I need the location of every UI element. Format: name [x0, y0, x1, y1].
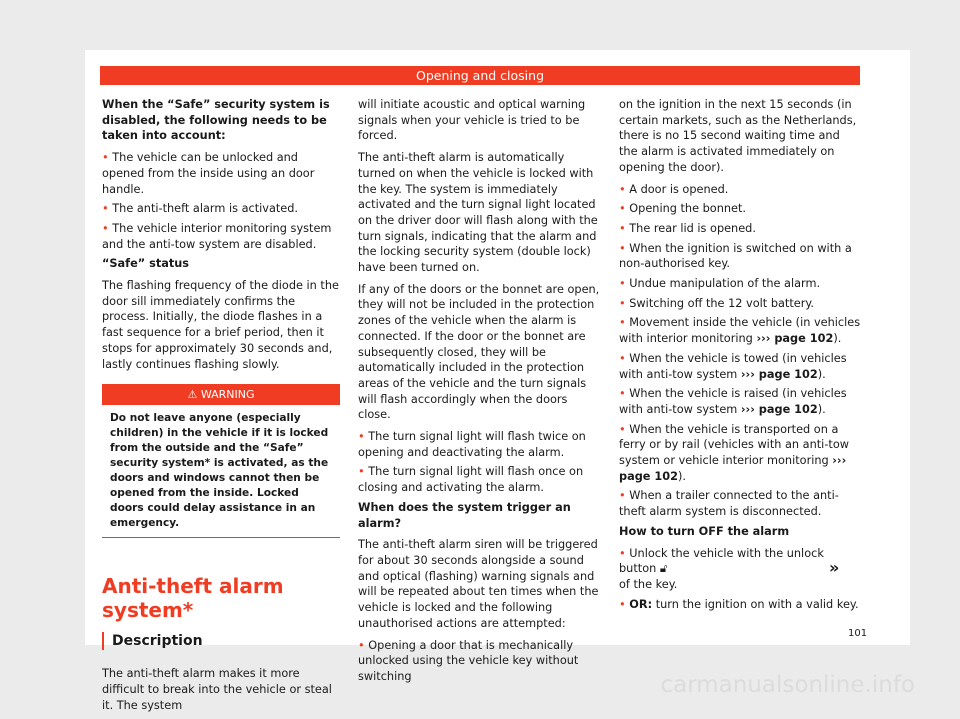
- page-reference-link[interactable]: ››› page 102: [619, 454, 847, 483]
- intro-heading: When the “Safe” security system is disabled, the following needs to be taken into account:: [102, 98, 330, 143]
- list-item: • Unlock the vehicle with the unlock button 🔓︎ of the key.: [619, 546, 824, 591]
- watermark: carmanualsonline.info: [660, 672, 915, 698]
- warning-box: [102, 384, 340, 538]
- bullet-icon: •: [619, 422, 630, 436]
- bullet-icon: •: [358, 638, 369, 652]
- paragraph: will initiate acoustic and optical warning signals when your vehicle is tried to be forced.: [358, 98, 586, 143]
- sub-title: Description: [102, 632, 340, 650]
- bullet-icon: •: [619, 546, 630, 560]
- list-item: • A door is opened.: [619, 182, 729, 196]
- page-number: 101: [848, 628, 868, 639]
- warning-text: Do not leave anyone (especially children) in the vehicle if it is locked from the outside and the “Safe” security system* is activated, as the doors and windows cannot then be opened from the inside. Locked doors could delay assistance in an emergency.: [110, 412, 329, 530]
- continue-mark: »: [829, 558, 840, 577]
- bullet-icon: •: [619, 221, 630, 235]
- section-title: Anti-theft alarm system*: [102, 574, 284, 623]
- bullet-icon: •: [358, 465, 369, 479]
- bullet-icon: •: [102, 221, 113, 235]
- paragraph: If any of the doors or the bonnet are open, they will not be included in the protection zones of the vehicle when the alarm is connected. If the door or the bonnet are subsequently closed, they will be automatically included in the protection areas of the vehicle and the turn signals will flash accordingly when the doors close.: [358, 282, 600, 422]
- warning-header: ⚠ WARNING: [102, 385, 340, 405]
- list-item: • When the vehicle is transported on a ferry or by rail (vehicles with an anti-tow system or vehicle interior monitoring ››› page 102).: [619, 422, 849, 483]
- bullet-icon: •: [102, 151, 113, 165]
- list-item: • Switching off the 12 volt battery.: [619, 296, 815, 310]
- warning-icon: ⚠: [187, 388, 201, 402]
- list-item: • Opening the bonnet.: [619, 202, 747, 216]
- list-item: • When the ignition is switched on with a non-authorised key.: [619, 241, 852, 271]
- column-2: [358, 97, 602, 689]
- bullet-icon: •: [619, 387, 630, 401]
- off-heading: How to turn OFF the alarm: [619, 524, 790, 538]
- list-item: • The rear lid is opened.: [619, 221, 756, 235]
- list-item: • When the vehicle is towed (in vehicles with anti-tow system ››› page 102).: [619, 351, 847, 381]
- bullet-icon: •: [619, 202, 630, 216]
- list-item: • Movement inside the vehicle (in vehicles with interior monitoring ››› page 102).: [619, 316, 861, 346]
- page-reference-link[interactable]: ››› page 102: [756, 332, 834, 346]
- list-item: • The turn signal light will flash twice on opening and deactivating the alarm.: [358, 430, 586, 459]
- column-1: [102, 97, 340, 719]
- list-item: • Opening a door that is mechanically unlocked using the vehicle key without switching: [358, 638, 579, 683]
- bullet-icon: •: [102, 202, 113, 216]
- bullet-icon: •: [619, 182, 630, 196]
- page-reference-link[interactable]: ››› page 102: [740, 402, 818, 416]
- list-item: • Undue manipulation of the alarm.: [619, 277, 821, 291]
- bullet-icon: •: [619, 351, 630, 365]
- column-3: [619, 97, 861, 616]
- list-item: • When the vehicle is raised (in vehicles with anti-tow system ››› page 102).: [619, 387, 847, 416]
- status-heading: “Safe” status: [102, 257, 190, 271]
- list-item: • The anti-theft alarm is activated.: [102, 202, 299, 216]
- trigger-text: The anti-theft alarm siren will be triggered for about 30 seconds alongside a sound and optical (flashing) warning signals and will be repeated about ten times when the vehicle is locked and the following unauthorised actions are attempted:: [358, 538, 599, 630]
- bullet-icon: •: [619, 241, 630, 255]
- paragraph: on the ignition in the next 15 seconds (in certain markets, such as the Netherlands, there is no 15 second waiting time and the alarm is activated immediately on opening the door).: [619, 98, 857, 174]
- list-item: • The turn signal light will flash once on closing and activating the alarm.: [358, 465, 584, 495]
- paragraph: The anti-theft alarm is automatically turned on when the vehicle is locked with the key. The system is immediately activated and the turn signal light located on the driver door will flash along with the turn signals, indicating that the alarm and the locking security system (double lock) have been turned on.: [358, 151, 598, 275]
- page-header: Opening and closing: [100, 66, 860, 85]
- bullet-icon: •: [619, 316, 630, 330]
- bullet-icon: •: [619, 296, 630, 310]
- trigger-heading: When does the system trigger an alarm?: [358, 500, 571, 530]
- bullet-icon: •: [619, 597, 630, 611]
- list-item: • The vehicle interior monitoring system and the anti-tow system are disabled.: [102, 221, 332, 251]
- bullet-icon: •: [619, 277, 630, 291]
- list-item: • The vehicle can be unlocked and opened from the inside using an door handle.: [102, 151, 315, 196]
- description-text: The anti-theft alarm makes it more difficult to break into the vehicle or steal it. The system: [102, 667, 332, 712]
- bullet-icon: •: [358, 430, 369, 444]
- trigger-list: [619, 182, 861, 520]
- status-text: The flashing frequency of the diode in the door sill immediately confirms the process. Initially, the diode flashes in a fast sequence for a brief period, then it stops for approximately 30 seconds and, lastly continues flashing slowly.: [102, 279, 339, 371]
- bullet-icon: •: [619, 489, 630, 503]
- list-item: • When a trailer connected to the anti-theft alarm system is disconnected.: [619, 489, 839, 519]
- unlock-icon: 🔓︎: [659, 562, 668, 576]
- list-item: • OR: turn the ignition on with a valid key.: [619, 597, 859, 611]
- page-reference-link[interactable]: ››› page 102: [740, 367, 818, 381]
